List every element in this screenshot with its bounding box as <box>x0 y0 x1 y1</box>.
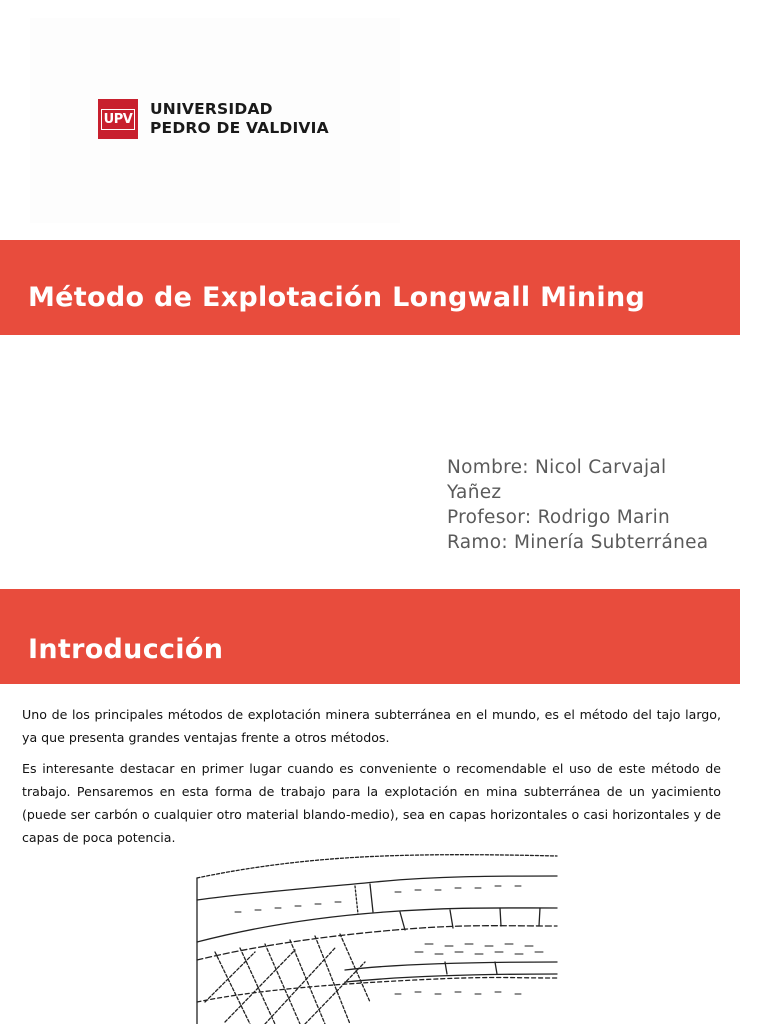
logo-mark <box>98 99 138 139</box>
logo-wordmark <box>150 100 329 138</box>
strata-illustration <box>195 852 560 1024</box>
logo-line1: UNIVERSIDAD <box>150 100 273 118</box>
section-banner <box>0 589 740 684</box>
page-title: Método de Explotación Longwall Mining <box>28 282 646 313</box>
ramo-line: Ramo: Minería Subterránea <box>447 532 709 553</box>
section-title: Introducción <box>28 634 224 665</box>
intro-paragraph: Uno de los principales métodos de explotación minera subterránea en el mundo, es el método del tajo largo, ya que presenta grandes ventajas frente a otros métodos. <box>22 707 721 745</box>
nombre-line1: Nombre: Nicol Carvajal <box>447 457 667 478</box>
title-banner <box>0 240 740 335</box>
intro-paragraph: Es interesante destacar en primer lugar cuando es conveniente o recomendable el uso de este método de trabajo. Pensaremos en esta forma de trabajo para la explotación en mina subterránea de un yacimiento (puede ser carbón o cualquier otro material blando-medio), sea en capas horizontales o casi horizontales y de capas de poca potencia. <box>22 761 721 845</box>
logo-mark-text: UPV <box>101 109 136 130</box>
profesor-line: Profesor: Rodrigo Marin <box>447 507 671 528</box>
author-info <box>447 455 747 555</box>
intro-body <box>22 703 721 857</box>
nombre-line2: Yañez <box>447 482 502 503</box>
university-logo <box>98 99 329 139</box>
logo-line2: PEDRO DE VALDIVIA <box>150 119 329 137</box>
